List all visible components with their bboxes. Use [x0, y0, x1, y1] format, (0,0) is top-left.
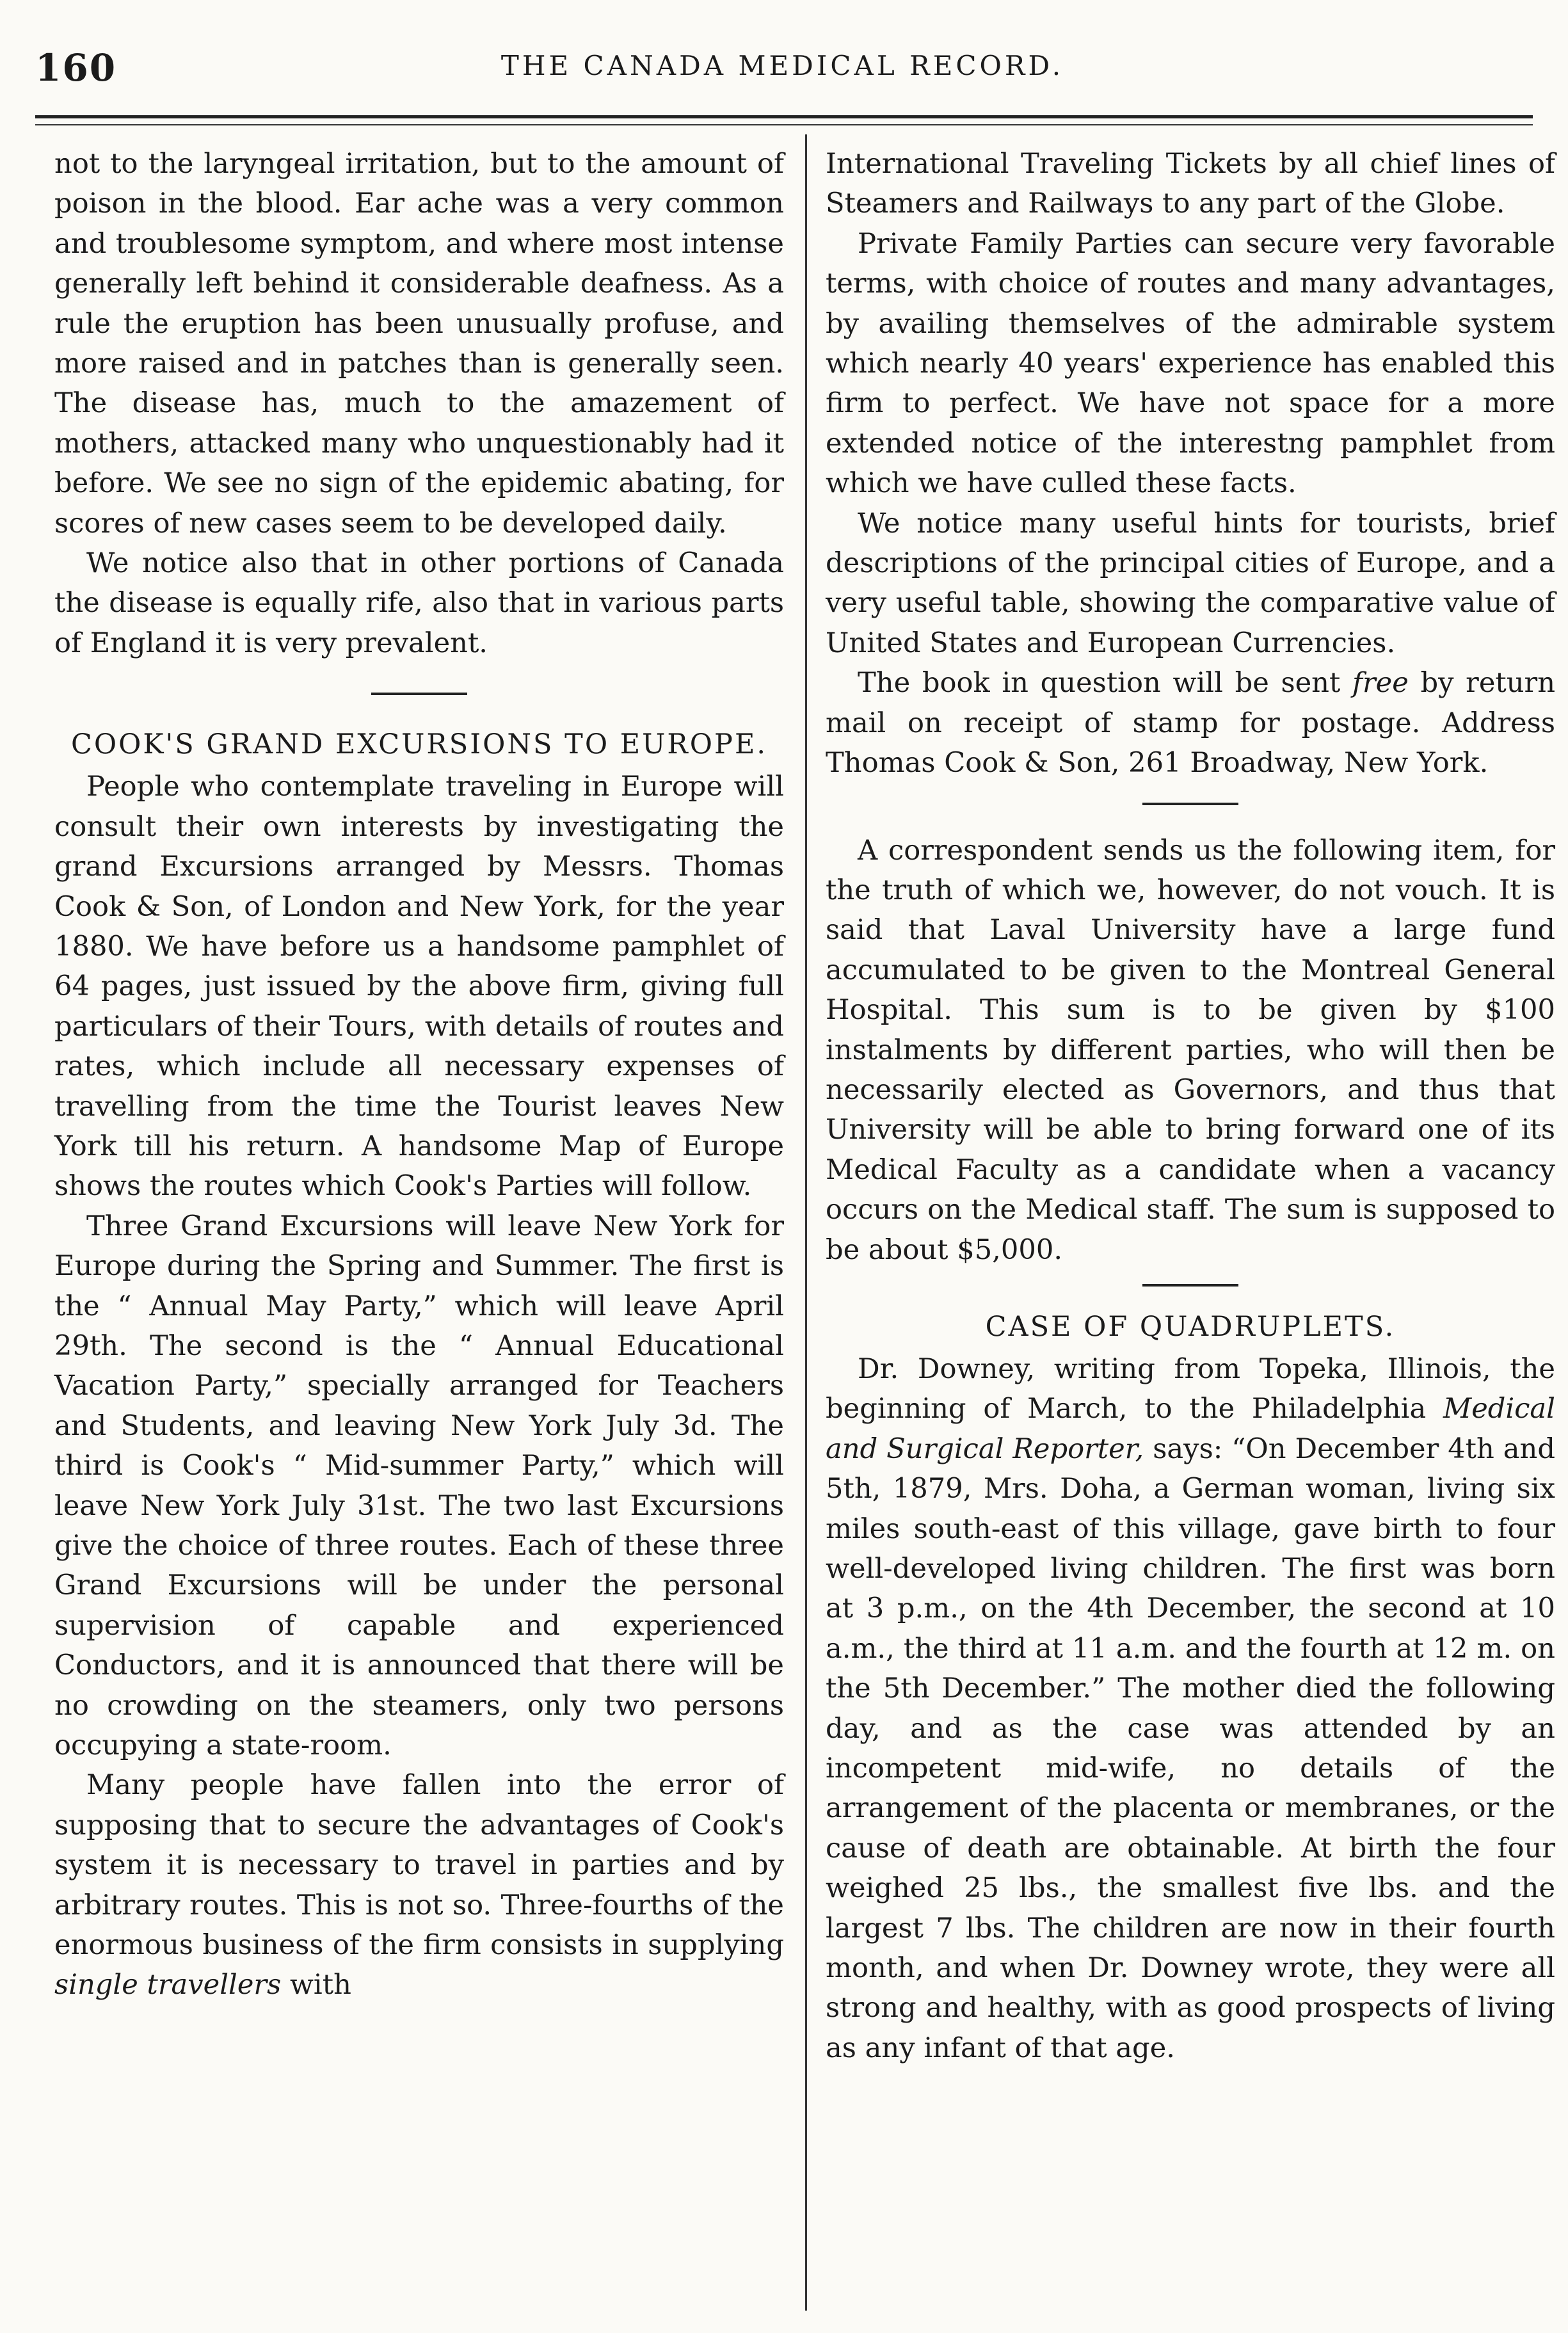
cook-paragraph-book	[826, 663, 1555, 783]
cook-paragraph-excursions: Three Grand Excursions will leave New York for Europe during the Spring and Summer. The first is the “ Annual May Party,” which will leave April 29th. The second is the “ Annual Educational Vacation Party,” specially arranged for Teachers and Students, and leaving New York July 3d. The third is Cook's “ Mid-summer Party,” which will leave New York July 31st. The two last Excursions give the choice of three routes. Each of these three Grand Excursions will be under the personal supervision of capable and experienced Conductors, and it is announced that there will be no crowding on the steamers, only two persons occupying a state-room.	[54, 1210, 784, 1762]
quadruplets-heading: CASE OF QUADRUPLETS.	[985, 1310, 1396, 1343]
page-number: 160	[35, 46, 117, 90]
quadruplets-paragraph	[826, 1349, 1555, 2068]
emphasis-reporter: Medical and Surgical Reporter,	[826, 1393, 1555, 1465]
header-rule-thin	[35, 124, 1533, 125]
quadruplets-paragraph-text: Dr. Downey, writing from Topeka, Illinois, the beginning of March, to the Philadelphia	[826, 1352, 1555, 1425]
section-separator	[1142, 1284, 1238, 1287]
cook-paragraph-family: Private Family Parties can secure very favorable terms, with choice of routes and many advantages, by availing themselves of the admirable system which nearly 40 years' experience has enabled this firm to perfect. We have not space for a more extended notice of the interestng pamphlet from which we have culled these facts.	[826, 227, 1555, 500]
measles-paragraph-continued: not to the laryngeal irritation, but to the amount of poison in the blood. Ear ache was a very common and troublesome symptom, and where most intense generally left behind it considerable deafness. As a rule the eruption has been unusually profuse, and more raised and in patches than is generally seen. The disease has, much to the amazement of mothers, attacked many who unquestionably had it before. We see no sign of the epidemic abating, for scores of new cases seem to be developed daily.	[54, 148, 784, 540]
journal-title: THE CANADA MEDICAL RECORD.	[500, 50, 1064, 81]
cook-paragraph-hints: We notice many useful hints for tourists, brief descriptions of the principal cities of Europe, and a very useful table, showing the comparative value of United States and European Currencies.	[826, 507, 1555, 659]
cook-paragraph-system	[54, 1765, 784, 2005]
measles-paragraph-canada: We notice also that in other portions of Canada the disease is equally rife, also that in various parts of England it is very prevalent.	[54, 547, 784, 659]
section-separator	[371, 693, 467, 695]
emphasis-free: free	[1352, 667, 1409, 700]
right-column	[826, 144, 1555, 2068]
cook-paragraph-system-text: Many people have fallen into the error of supposing that to secure the advantages of Cook's system it is necessary to travel in parties and by arbitrary routes. This is not so. Three-fourths of the enormous business of the firm consists in supplying	[54, 1769, 784, 1962]
cook-paragraph-intro: People who contemplate traveling in Europe will consult their own interests by investigating the grand Excursions arranged by Messrs. Thomas Cook & Son, of London and New York, for the year 1880. We have before us a handsome pamphlet of 64 pages, just issued by the above firm, giving full particulars of their Tours, with details of routes and rates, which include all necessary expenses of travelling from the time the Tourist leaves New York till his return. A handsome Map of Europe shows the routes which Cook's Parties will follow.	[54, 771, 784, 1203]
cook-paragraph-book-text: The book in question will be sent	[858, 667, 1341, 700]
cook-paragraph-book-end: by return mail on receipt of stamp for postage. Address Thomas Cook & Son, 261 Broadway, New York.	[826, 667, 1556, 780]
quadruplets-paragraph-end: says: “On December 4th and 5th, 1879, Mrs. Doha, a German woman, living six miles south-east of this village, gave birth to four well-developed living children. The first was born at 3 p.m., on the 4th December, the second at 10 a.m., the third at 11 a.m. and the fourth at 12 m. on the 5th December.” The mother died the following day, and as the case was attended by an incompetent mid-wife, no details of the arrangement of the placenta or membranes, or the cause of death are obtainable. At birth the four weighed 25 lbs., the smallest five lbs. and the largest 7 lbs. The children are now in their fourth month, and when Dr. Downey wrote, they were all strong and healthy, with as good prospects of living as any infant of that age.	[826, 1432, 1556, 2064]
cook-paragraph-system-end: with	[289, 1969, 351, 2001]
laval-paragraph: A correspondent sends us the following item, for the truth of which we, however, do not vouch. It is said that Laval University have a large fund accumulated to be given to the Montreal General Hospital. This sum is to be given by $100 instalments by different parties, who will then be necessarily elected as Governors, and thus that University will be able to bring forward one of its Medical Faculty as a candidate when a vacancy occurs on the Medical staff. The sum is supposed to be about $5,000.	[826, 834, 1555, 1266]
left-column	[54, 144, 784, 2005]
cook-paragraph-tickets: International Traveling Tickets by all chief lines of Steamers and Railways to any part of the Globe.	[826, 148, 1555, 220]
cook-excursions-heading: COOK'S GRAND EXCURSIONS TO EUROPE.	[70, 728, 768, 761]
column-divider	[805, 134, 807, 2311]
section-separator	[1142, 803, 1238, 805]
header-rule	[35, 115, 1533, 118]
emphasis-single-travellers: single travellers	[54, 1969, 282, 2001]
page-header	[35, 46, 1530, 91]
